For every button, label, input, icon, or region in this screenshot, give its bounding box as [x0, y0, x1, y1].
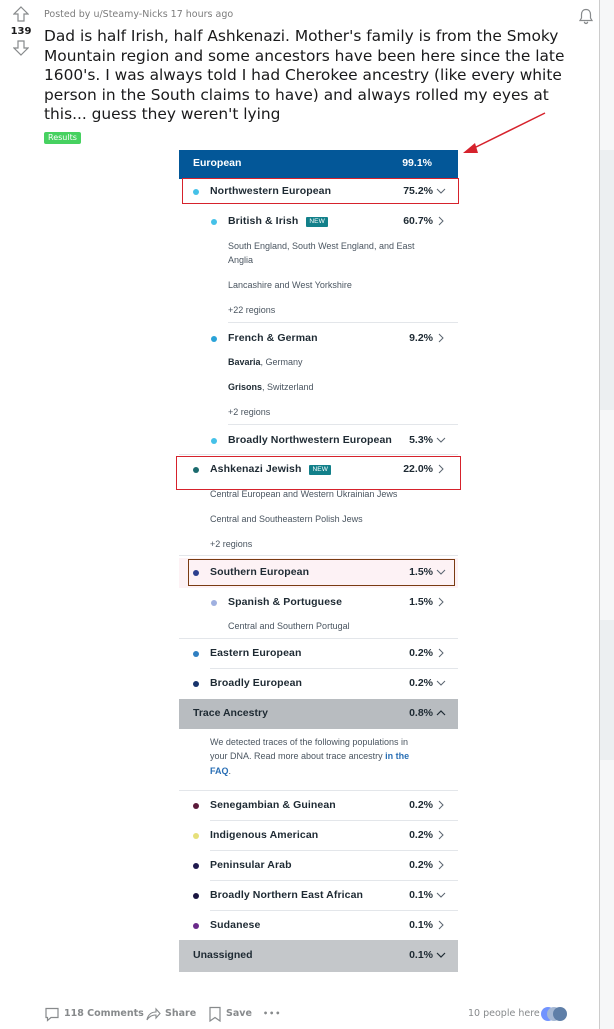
new-badge: NEW [306, 217, 327, 227]
share-icon [145, 1006, 161, 1022]
region-percent: 0.1% [409, 889, 433, 901]
downvote-icon[interactable] [13, 40, 29, 56]
subregion: Anglia [228, 255, 254, 265]
color-dot [193, 681, 199, 687]
region-percent: 0.1% [409, 919, 433, 931]
people-here-count: 10 people here [468, 1008, 540, 1019]
region-name: European [193, 157, 242, 169]
row-french-german [179, 324, 458, 354]
region-name: Indigenous American [210, 829, 319, 841]
color-dot [211, 336, 217, 342]
save-button[interactable]: Save [208, 1005, 252, 1023]
region-percent: 1.5% [409, 596, 433, 608]
post-meta: Posted by u/Steamy-Nicks 17 hours ago [44, 9, 234, 20]
vote-score: 139 [10, 26, 32, 37]
subregion: Grisons, Switzerland [228, 382, 314, 392]
color-dot [211, 600, 217, 606]
subregion: Lancashire and West Yorkshire [228, 280, 352, 290]
trace-description: We detected traces of the following populations in [210, 737, 408, 747]
trace-description: FAQ. [210, 766, 232, 776]
divider [228, 322, 458, 323]
bell-icon[interactable] [578, 8, 594, 25]
divider [179, 555, 458, 556]
region-name: Spanish & Portuguese [228, 596, 343, 608]
row-broadly-northern-east-african [179, 881, 458, 911]
region-percent: 0.2% [409, 859, 433, 871]
subregion: Central and Southeastern Polish Jews [210, 514, 363, 524]
row-indigenous-american [179, 821, 458, 851]
chevron-right-icon [436, 332, 446, 344]
region-percent: 22.0% [403, 463, 433, 475]
region-name: Southern European [210, 566, 310, 578]
region-percent: 0.2% [409, 799, 433, 811]
region-percent: 5.3% [409, 434, 433, 446]
row-eastern-european [179, 639, 458, 669]
color-dot [193, 651, 199, 657]
color-dot [211, 219, 217, 225]
subregion-more: +2 regions [210, 539, 253, 549]
chevron-right-icon [436, 799, 446, 811]
row-sudanese [179, 911, 458, 941]
region-percent: 0.2% [409, 829, 433, 841]
chevron-down-icon [436, 677, 446, 689]
row-broadly-european [179, 669, 458, 699]
band-european [179, 150, 458, 179]
region-percent: 60.7% [403, 215, 433, 227]
color-dot [193, 863, 199, 869]
band-unassigned [179, 940, 458, 972]
region-name: Northwestern European [210, 185, 332, 197]
chevron-down-icon [436, 949, 446, 961]
color-dot [211, 438, 217, 444]
bookmark-icon [208, 1006, 222, 1022]
chevron-right-icon [436, 829, 446, 841]
subregion: Central and Southern Portugal [228, 621, 350, 631]
row-senegambian-guinean [179, 791, 458, 821]
region-name: Unassigned [193, 949, 253, 961]
highlight-box-northwestern [182, 178, 459, 204]
post-flair[interactable]: Results [44, 132, 81, 144]
region-percent: 0.2% [409, 647, 433, 659]
region-percent: 9.2% [409, 332, 433, 344]
divider [228, 424, 458, 425]
subregion-more: +2 regions [228, 407, 271, 417]
faq-link[interactable]: in the [385, 751, 410, 761]
region-name: Peninsular Arab [210, 859, 292, 871]
highlight-box-southern [188, 559, 455, 586]
region-name: Ashkenazi Jewish NEW [210, 463, 331, 475]
region-percent: 0.2% [409, 677, 433, 689]
chevron-down-icon [436, 434, 446, 446]
region-name: Eastern European [210, 647, 302, 659]
faq-link[interactable]: FAQ [210, 766, 229, 776]
more-options-button[interactable]: ••• [263, 1009, 282, 1018]
avatar-group-icon [540, 1006, 568, 1022]
background-shape [600, 620, 614, 760]
color-dot [193, 923, 199, 929]
chevron-right-icon [436, 859, 446, 871]
color-dot [193, 893, 199, 899]
region-name: Broadly European [210, 677, 303, 689]
region-percent: 1.5% [409, 566, 433, 578]
chevron-up-icon [436, 707, 446, 719]
comments-button[interactable]: 118 Comments [44, 1005, 144, 1023]
color-dot [193, 803, 199, 809]
region-percent: 99.1% [402, 157, 432, 169]
row-peninsular-arab [179, 851, 458, 881]
comment-icon [44, 1006, 60, 1022]
color-dot [193, 833, 199, 839]
post-title[interactable]: Dad is half Irish, half Ashkenazi. Mother's family is from the Smoky Mountain region and some ancestors have been here since the late 1600's. I was always told I had Cherokee ancestry (like every white person in the South claims to have) and always rolled my eyes at this... guess they weren't lying [44, 27, 565, 123]
new-badge: NEW [309, 465, 330, 475]
region-percent: 75.2% [403, 185, 433, 197]
upvote-icon[interactable] [13, 6, 29, 22]
subregion: South England, South West England, and East [228, 241, 415, 251]
background-shape [600, 150, 614, 410]
region-name: Sudanese [210, 919, 261, 931]
row-broadly-northwestern-european [179, 426, 458, 456]
trace-description: your DNA. Read more about trace ancestry in the [210, 751, 410, 761]
row-british-irish [179, 207, 458, 237]
region-name: Trace Ancestry [193, 707, 268, 719]
region-percent: 0.1% [409, 949, 433, 961]
region-name: British & Irish NEW [228, 215, 328, 227]
vote-column [8, 6, 34, 56]
share-button[interactable]: Share [145, 1005, 196, 1023]
chevron-right-icon [436, 215, 446, 227]
highlight-box-ashkenazi [176, 456, 461, 490]
region-name: French & German [228, 332, 318, 344]
region-name: Senegambian & Guinean [210, 799, 336, 811]
post-footer [44, 1005, 584, 1023]
row-spanish-portuguese [179, 588, 458, 618]
region-name: Broadly Northwestern European [228, 434, 392, 446]
chevron-right-icon [436, 919, 446, 931]
region-percent: 0.8% [409, 707, 433, 719]
subregion: Bavaria, Germany [228, 357, 303, 367]
region-name: Broadly Northern East African [210, 889, 364, 901]
band-trace-ancestry [179, 699, 458, 729]
subregion-more: +22 regions [228, 305, 276, 315]
chevron-right-icon [436, 647, 446, 659]
chevron-right-icon [436, 596, 446, 608]
subregion: Central European and Western Ukrainian Jews [210, 489, 398, 499]
chevron-down-icon [436, 889, 446, 901]
